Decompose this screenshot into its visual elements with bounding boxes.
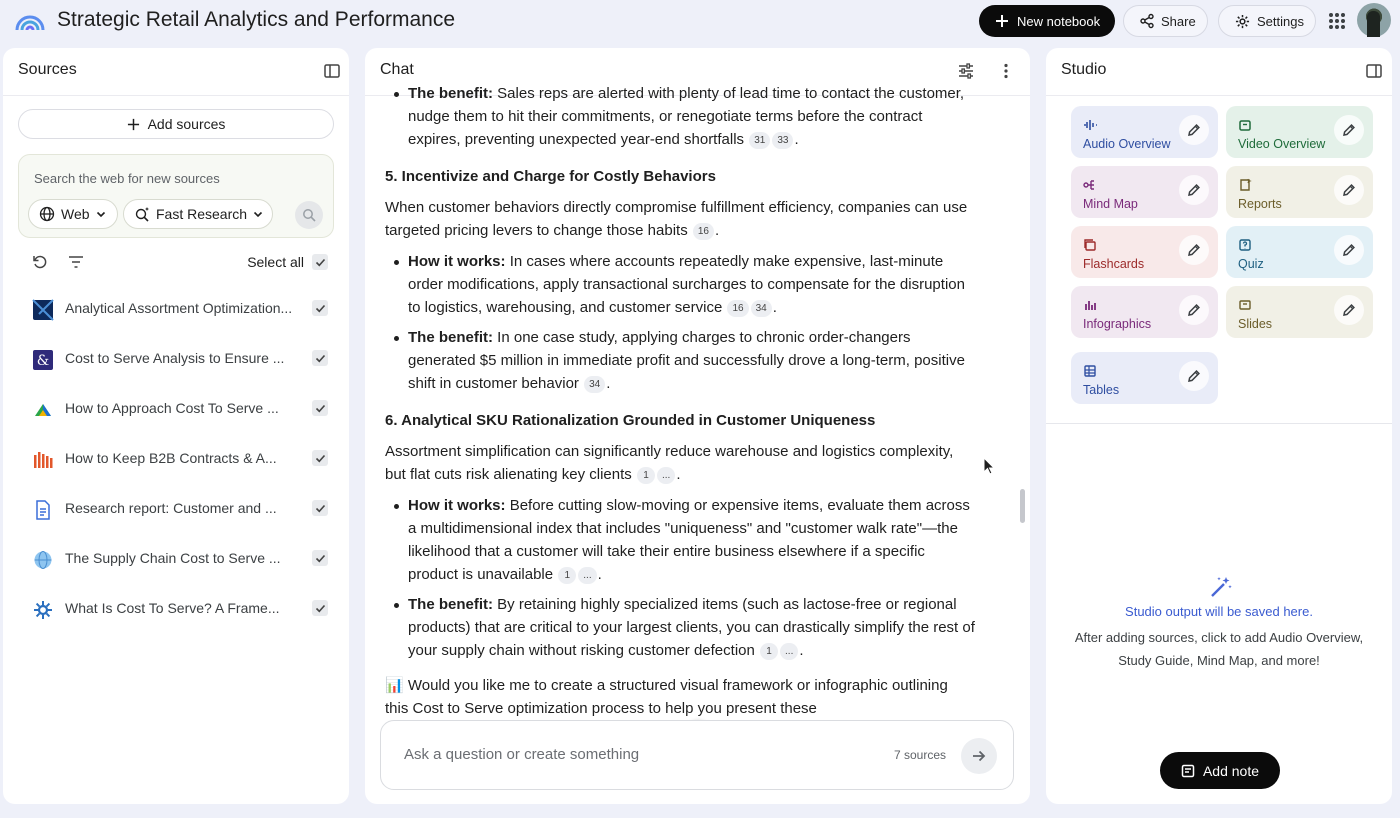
source-title: What Is Cost To Serve? A Frame... bbox=[65, 600, 280, 616]
studio-tile-mind-map[interactable] bbox=[1071, 166, 1218, 218]
tune-icon[interactable] bbox=[957, 62, 975, 80]
tables-icon bbox=[1083, 364, 1097, 378]
refresh-icon[interactable] bbox=[32, 254, 48, 270]
sources-title: Sources bbox=[18, 61, 77, 78]
chat-messages[interactable] bbox=[365, 85, 1030, 717]
select-all-checkbox[interactable] bbox=[312, 254, 328, 270]
ampersand-logo-icon bbox=[33, 350, 53, 370]
bullet-lead: How it works: bbox=[408, 497, 506, 514]
bullet-text: Sales reps are alerted with plenty of lead time to contact the customer, nudge them to hit their commitments, or renegotiate terms before the contract expires, preventing unexpected year-end shortfalls bbox=[408, 85, 965, 148]
assistant-message bbox=[385, 82, 975, 728]
studio-tile-label: Audio Overview bbox=[1083, 137, 1171, 151]
add-sources-label: Add sources bbox=[147, 116, 226, 132]
bullet-lead: The benefit: bbox=[408, 329, 493, 346]
video-icon bbox=[1238, 118, 1252, 132]
chevron-down-icon bbox=[96, 209, 106, 219]
chat-panel bbox=[365, 48, 1030, 804]
apps-grid-icon[interactable] bbox=[1328, 12, 1346, 30]
search-submit-button[interactable] bbox=[295, 201, 323, 229]
filter-icon[interactable] bbox=[68, 255, 84, 269]
settings-label: Settings bbox=[1257, 13, 1304, 29]
studio-header bbox=[1046, 48, 1392, 96]
closing-paragraph: 📊 Would you like me to create a structured visual framework or infographic outlining this Cost to Serve optimization process to help you present these bbox=[385, 677, 948, 717]
check-icon bbox=[315, 453, 326, 464]
web-search-box bbox=[18, 154, 334, 238]
citation-chip[interactable]: 1 bbox=[760, 643, 778, 660]
sources-panel bbox=[3, 48, 349, 804]
studio-tile-label: Mind Map bbox=[1083, 197, 1138, 211]
studio-tile-label: Video Overview bbox=[1238, 137, 1326, 151]
chat-scrollbar[interactable] bbox=[1020, 489, 1025, 523]
source-item[interactable] bbox=[18, 589, 334, 629]
list-item: How it works: Before cutting slow-moving or expensive items, evaluate them across a multidimensional index that includes "uniqueness" and "customer walk rate"—the likelihood that a customer will take their entire business elsewhere if a specific product is unavailable 1 ... . bbox=[385, 494, 975, 586]
source-item[interactable] bbox=[18, 339, 334, 379]
bullet-text: In cases where accounts repeatedly make expensive, last-minute order modifications, apply transactional surcharges to compensate for the disruption to logistics, warehousing, and customer service bbox=[408, 253, 965, 316]
source-checkbox[interactable] bbox=[312, 300, 328, 316]
bullet-lead: The benefit: bbox=[408, 85, 493, 102]
section-heading: 6. Analytical SKU Rationalization Grounded in Customer Uniqueness bbox=[385, 412, 876, 429]
sources-count: 7 sources bbox=[894, 748, 947, 762]
bullet-list bbox=[385, 250, 975, 395]
source-checkbox[interactable] bbox=[312, 600, 328, 616]
chat-input[interactable]: Ask a question or create something bbox=[404, 746, 640, 763]
citation-chip[interactable]: 16 bbox=[727, 300, 748, 317]
studio-tile-label: Reports bbox=[1238, 197, 1282, 211]
studio-tile-label: Slides bbox=[1238, 317, 1273, 331]
pencil-icon bbox=[1342, 123, 1356, 137]
paragraph-text: When customer behaviors directly compromise fulfillment efficiency, companies can use targeted pricing levers to change those habits bbox=[385, 199, 968, 239]
svg-text:&: & bbox=[36, 353, 50, 369]
edit-button[interactable] bbox=[1179, 295, 1209, 325]
research-mode-dropdown[interactable] bbox=[123, 199, 273, 229]
source-title: Cost to Serve Analysis to Ensure ... bbox=[65, 350, 285, 366]
source-item[interactable] bbox=[18, 539, 334, 579]
doc-dark-icon bbox=[33, 300, 53, 320]
sparkle-search-icon bbox=[134, 206, 150, 222]
source-item[interactable] bbox=[18, 389, 334, 429]
bullet-list bbox=[385, 82, 975, 151]
studio-tile-label: Quiz bbox=[1238, 257, 1264, 271]
source-title: Analytical Assortment Optimization... bbox=[65, 300, 293, 316]
citation-chip[interactable]: 1 bbox=[637, 467, 655, 484]
web-search-input[interactable]: Search the web for new sources bbox=[34, 171, 220, 186]
studio-tile-video-overview[interactable] bbox=[1226, 106, 1373, 158]
bars-logo-icon bbox=[33, 450, 53, 470]
add-sources-button[interactable] bbox=[18, 109, 334, 139]
pencil-icon bbox=[1187, 243, 1201, 257]
citation-chip[interactable]: 34 bbox=[584, 376, 605, 393]
studio-title: Studio bbox=[1061, 61, 1107, 78]
magic-wand-icon bbox=[1209, 575, 1233, 599]
check-icon bbox=[315, 303, 326, 314]
settings-button[interactable] bbox=[1218, 5, 1316, 37]
list-item: The benefit: Sales reps are alerted with plenty of lead time to contact the customer, nudge them to hit their commitments, or renegotiate terms before the contract expires, preventing unexpected year-end shortfalls 31 33 . bbox=[385, 82, 975, 151]
pencil-icon bbox=[1342, 303, 1356, 317]
section-heading: 5. Incentivize and Charge for Costly Behaviors bbox=[385, 168, 716, 185]
citation-more-chip[interactable]: ... bbox=[578, 567, 596, 584]
source-checkbox[interactable] bbox=[312, 350, 328, 366]
document-icon bbox=[33, 500, 53, 520]
mouse-cursor-icon bbox=[983, 457, 995, 475]
chat-title: Chat bbox=[380, 61, 414, 78]
mind-map-icon bbox=[1083, 178, 1097, 192]
studio-tile-tables[interactable] bbox=[1071, 352, 1218, 404]
edit-button[interactable] bbox=[1179, 361, 1209, 391]
gear-icon bbox=[1235, 14, 1250, 29]
studio-tile-label: Infographics bbox=[1083, 317, 1152, 331]
edit-button[interactable] bbox=[1179, 235, 1209, 265]
notebook-title[interactable]: Strategic Retail Analytics and Performance bbox=[57, 8, 456, 31]
chevron-down-icon bbox=[253, 209, 263, 219]
source-title: The Supply Chain Cost to Serve ... bbox=[65, 550, 281, 566]
citation-chip[interactable]: 33 bbox=[772, 132, 793, 149]
triangle-logo-icon bbox=[33, 400, 53, 420]
bullet-list bbox=[385, 494, 975, 662]
arrow-right-icon bbox=[971, 748, 987, 764]
add-note-button[interactable] bbox=[1160, 752, 1280, 789]
bullet-text: In one case study, applying charges to chronic order-changers generated $5 million in immediate profit and successfully drove a long-term, positive shift in customer behavior bbox=[408, 329, 965, 392]
quiz-icon bbox=[1238, 238, 1252, 252]
new-notebook-label: New notebook bbox=[1017, 13, 1101, 29]
new-notebook-button[interactable] bbox=[979, 5, 1115, 37]
select-all-label: Select all bbox=[247, 254, 304, 270]
citation-chip[interactable]: 1 bbox=[558, 567, 576, 584]
gear-logo-icon bbox=[33, 600, 53, 620]
source-title: Research report: Customer and ... bbox=[65, 500, 277, 516]
studio-tile-slides[interactable] bbox=[1226, 286, 1373, 338]
studio-tile-quiz[interactable] bbox=[1226, 226, 1373, 278]
chat-input-box[interactable] bbox=[380, 720, 1014, 790]
edit-button[interactable] bbox=[1334, 175, 1364, 205]
note-icon bbox=[1181, 764, 1195, 778]
studio-panel bbox=[1046, 48, 1392, 804]
collapse-panel-icon[interactable] bbox=[323, 62, 341, 80]
bullet-text: By retaining highly specialized items (such as lactose-free or regional products) that are critical to your largest clients, you can drastically simplify the rest of your supply chain without risking customer defection bbox=[408, 596, 975, 659]
slides-icon bbox=[1238, 298, 1252, 312]
pencil-icon bbox=[1342, 183, 1356, 197]
edit-button[interactable] bbox=[1179, 175, 1209, 205]
web-chip-label: Web bbox=[61, 206, 90, 222]
research-chip-label: Fast Research bbox=[156, 206, 248, 222]
studio-tile-label: Tables bbox=[1083, 383, 1120, 397]
source-title: How to Approach Cost To Serve ... bbox=[65, 400, 279, 416]
studio-tile-flashcards[interactable] bbox=[1071, 226, 1218, 278]
edit-button[interactable] bbox=[1334, 115, 1364, 145]
source-checkbox[interactable] bbox=[312, 500, 328, 516]
more-vert-icon[interactable] bbox=[997, 62, 1015, 80]
notebook-logo-icon[interactable] bbox=[15, 8, 45, 32]
share-button[interactable] bbox=[1123, 5, 1208, 37]
check-icon bbox=[315, 603, 326, 614]
check-icon bbox=[315, 553, 326, 564]
globe-icon bbox=[33, 550, 53, 570]
edit-button[interactable] bbox=[1179, 115, 1209, 145]
pencil-icon bbox=[1187, 369, 1201, 383]
infographics-icon bbox=[1083, 298, 1097, 312]
pencil-icon bbox=[1187, 123, 1201, 137]
pencil-icon bbox=[1342, 243, 1356, 257]
search-icon bbox=[302, 208, 316, 222]
check-icon bbox=[315, 503, 326, 514]
share-icon bbox=[1140, 14, 1154, 28]
globe-icon bbox=[39, 206, 55, 222]
list-item: The benefit: In one case study, applying charges to chronic order-changers generated $5 million in immediate profit and successfully drove a long-term, positive shift in customer behavior 34 . bbox=[385, 326, 975, 395]
collapse-panel-icon[interactable] bbox=[1365, 62, 1383, 80]
edit-button[interactable] bbox=[1334, 235, 1364, 265]
check-icon bbox=[315, 257, 326, 268]
add-note-label: Add note bbox=[1202, 762, 1260, 779]
source-checkbox[interactable] bbox=[312, 550, 328, 566]
bullet-text: Before cutting slow-moving or expensive items, evaluate them across a multidimensional index that includes "uniqueness" and "customer walk rate"—the likelihood that a customer will take their entire business elsewhere if a specific product is unavailable bbox=[408, 497, 970, 583]
send-button[interactable] bbox=[961, 738, 997, 774]
plus-icon bbox=[127, 118, 140, 131]
flashcards-icon bbox=[1083, 238, 1097, 252]
citation-chip[interactable]: 16 bbox=[693, 223, 714, 240]
check-icon bbox=[315, 353, 326, 364]
citation-chip[interactable]: 31 bbox=[749, 132, 770, 149]
reports-icon bbox=[1238, 178, 1252, 192]
source-item[interactable] bbox=[18, 439, 334, 479]
audio-waveform-icon bbox=[1083, 118, 1097, 132]
studio-tile-infographics[interactable] bbox=[1071, 286, 1218, 338]
studio-tile-reports[interactable] bbox=[1226, 166, 1373, 218]
bullet-lead: How it works: bbox=[408, 253, 506, 270]
studio-empty-title: Studio output will be saved here. bbox=[1125, 604, 1313, 619]
source-item[interactable] bbox=[18, 289, 334, 329]
web-source-dropdown[interactable] bbox=[28, 199, 118, 229]
citation-chip[interactable]: 34 bbox=[751, 300, 772, 317]
source-item[interactable] bbox=[18, 489, 334, 529]
bullet-lead: The benefit: bbox=[408, 596, 493, 613]
edit-button[interactable] bbox=[1334, 295, 1364, 325]
source-toolbar bbox=[18, 250, 334, 274]
paragraph: When customer behaviors directly compromise fulfillment efficiency, companies can use targeted pricing levers to change those habits 16 . bbox=[385, 199, 968, 239]
list-item: The benefit: By retaining highly specialized items (such as lactose-free or regional products) that are critical to your largest clients, you can drastically simplify the rest of your supply chain without risking customer defection 1 ... . bbox=[385, 593, 975, 662]
plus-icon bbox=[995, 14, 1009, 28]
source-title: How to Keep B2B Contracts & A... bbox=[65, 450, 277, 466]
source-checkbox[interactable] bbox=[312, 400, 328, 416]
citation-more-chip[interactable]: ... bbox=[780, 643, 798, 660]
studio-empty-description: After adding sources, click to add Audio Overview, Study Guide, Mind Map, and more! bbox=[1074, 630, 1364, 668]
sources-header bbox=[3, 48, 349, 96]
top-bar bbox=[0, 0, 1400, 42]
avatar[interactable] bbox=[1357, 3, 1391, 37]
list-item: How it works: In cases where accounts repeatedly make expensive, last-minute order modifications, apply transactional surcharges to compensate for the disruption to logistics, warehousing, and customer service 16 34 . bbox=[385, 250, 975, 319]
pencil-icon bbox=[1187, 303, 1201, 317]
citation-more-chip[interactable]: ... bbox=[657, 467, 675, 484]
check-icon bbox=[315, 403, 326, 414]
divider bbox=[1046, 423, 1392, 424]
studio-tile-label: Flashcards bbox=[1083, 257, 1145, 271]
pencil-icon bbox=[1187, 183, 1201, 197]
share-label: Share bbox=[1161, 13, 1196, 29]
paragraph: Assortment simplification can significantly reduce warehouse and logistics complexity, but flat cuts risk alienating key clients 1 ... . bbox=[385, 443, 954, 483]
source-checkbox[interactable] bbox=[312, 450, 328, 466]
studio-tile-audio-overview[interactable] bbox=[1071, 106, 1218, 158]
paragraph-text: Assortment simplification can significantly reduce warehouse and logistics complexity, but flat cuts risk alienating key clients bbox=[385, 443, 954, 483]
